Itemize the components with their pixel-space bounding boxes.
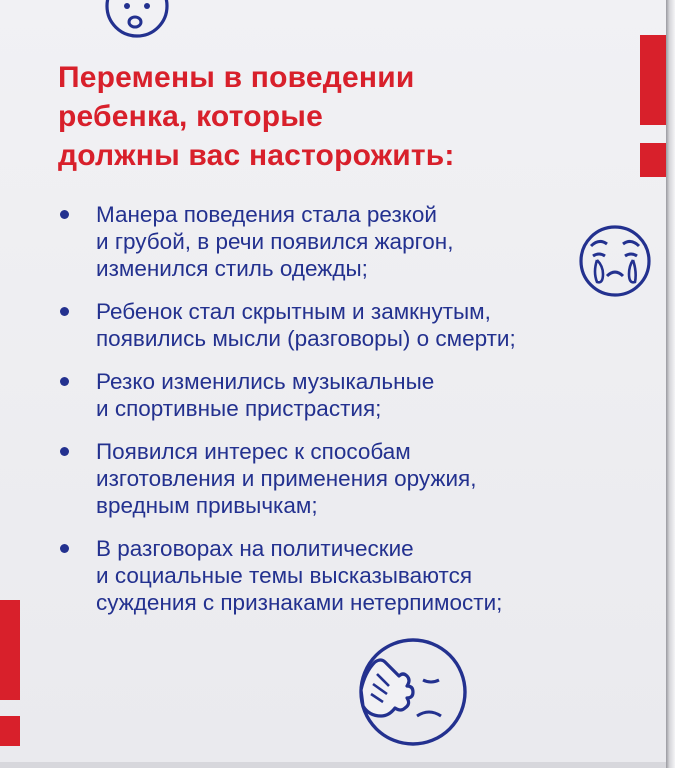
worried-face-icon xyxy=(103,0,175,48)
page-title xyxy=(58,58,618,175)
list-item xyxy=(60,298,650,352)
facepalm-face-icon xyxy=(355,632,467,750)
item-line: В разговорах на политические xyxy=(96,536,414,561)
bullet-dot xyxy=(60,377,69,386)
bullet-dot xyxy=(60,447,69,456)
item-line: вредным привычкам; xyxy=(96,493,318,518)
bullet-dot xyxy=(60,210,69,219)
list-item xyxy=(60,535,650,616)
page-edge-shadow xyxy=(666,0,675,768)
crying-face-icon xyxy=(575,222,657,300)
item-line: появились мысли (разговоры) о смерти; xyxy=(96,326,516,351)
warning-signs-list xyxy=(60,201,650,632)
item-line: Появился интерес к способам xyxy=(96,439,411,464)
item-line: изготовления и применения оружия, xyxy=(96,466,477,491)
item-line: Манера поведения стала резкой xyxy=(96,202,437,227)
title-line-3: должны вас насторожить: xyxy=(58,139,455,172)
exclamation-mark-icon xyxy=(0,600,20,750)
item-line: и спортивные пристрастия; xyxy=(96,396,382,421)
page-bottom-edge xyxy=(0,762,666,768)
bullet-dot xyxy=(60,544,69,553)
item-line: Ребенок стал скрытным и замкнутым, xyxy=(96,299,491,324)
list-item xyxy=(60,438,650,519)
title-line-2: ребенка, которые xyxy=(58,100,323,133)
title-line-1: Перемены в поведении xyxy=(58,61,415,94)
item-line: Резко изменились музыкальные xyxy=(96,369,435,394)
bullet-dot xyxy=(60,307,69,316)
item-line: и грубой, в речи появился жаргон, xyxy=(96,229,454,254)
list-item xyxy=(60,368,650,422)
item-line: и социальные темы высказываются xyxy=(96,563,473,588)
list-item xyxy=(60,201,650,282)
item-line: изменился стиль одежды; xyxy=(96,256,368,281)
exclamation-mark-icon xyxy=(640,35,666,180)
item-line: суждения с признаками нетерпимости; xyxy=(96,590,503,615)
